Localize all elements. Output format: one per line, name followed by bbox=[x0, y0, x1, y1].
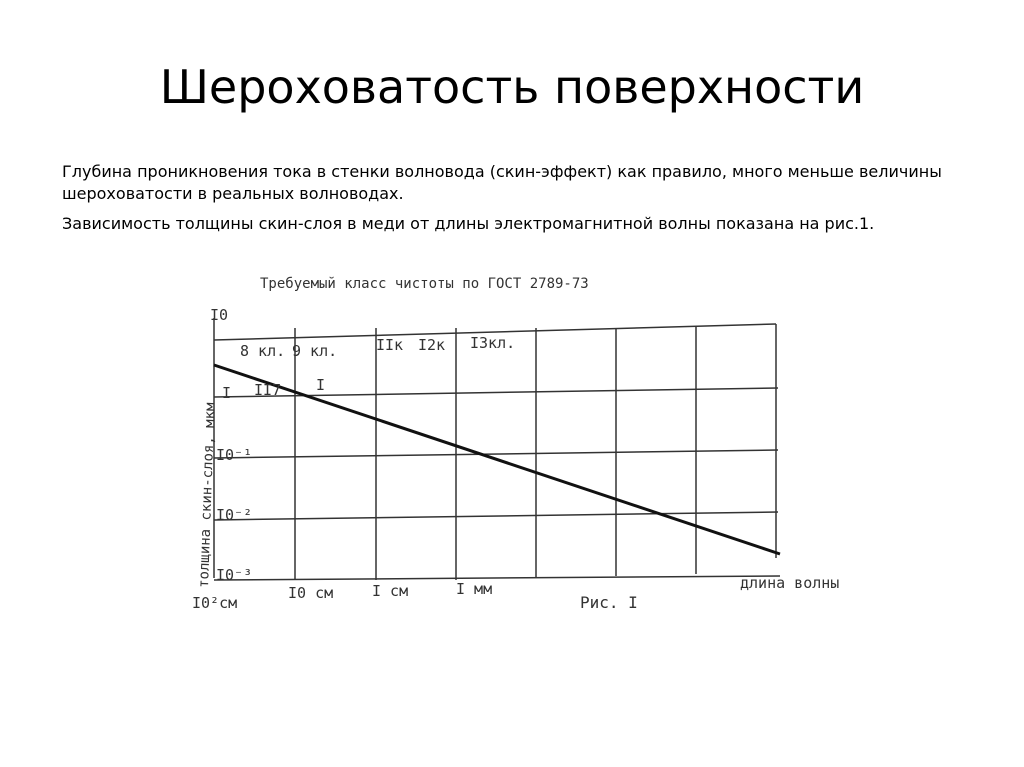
slide-title: Шероховатость поверхности bbox=[159, 60, 865, 114]
figure-caption: Рис. I bbox=[580, 593, 638, 612]
x-tick-label: I мм bbox=[456, 580, 493, 598]
paragraph-skin-effect: Глубина проникновения тока в стенки волновода (скин-эффект) как правило, много меньше величины шероховатости в реальных волноводах. bbox=[62, 162, 942, 203]
grid-hline bbox=[214, 450, 778, 458]
y-tick-label: I0 bbox=[210, 306, 229, 324]
other-label: I bbox=[316, 376, 326, 394]
class-label: 8 кл. bbox=[240, 342, 286, 360]
y-tick-label: I0⁻³ bbox=[216, 566, 253, 584]
x-tick-label: I0 см bbox=[288, 584, 334, 602]
y-tick-label: I0⁻² bbox=[216, 506, 253, 524]
x-axis-line bbox=[214, 576, 780, 580]
figure-header: Требуемый класс чистоты по ГОСТ 2789-73 bbox=[260, 276, 589, 292]
paragraph-dependence: Зависимость толщины скин-слоя в меди от длины электромагнитной волны показана на рис.1. bbox=[62, 214, 875, 233]
skin-depth-figure bbox=[180, 258, 880, 628]
x-tick-label: I см bbox=[372, 582, 409, 600]
figure-graphic bbox=[180, 258, 880, 628]
skin-depth-line bbox=[214, 365, 780, 554]
class-label: 9 кл. bbox=[292, 342, 338, 360]
grid-hline bbox=[214, 512, 778, 520]
class-label: I3кл. bbox=[470, 334, 516, 352]
slide-body bbox=[62, 161, 942, 243]
class-label: IIк bbox=[376, 336, 404, 354]
other-label: II7 bbox=[254, 381, 282, 399]
y-tick-label: I bbox=[222, 384, 232, 402]
class-label: I2к bbox=[418, 336, 446, 354]
y-axis-label: толщина скин-слоя, мкм bbox=[196, 402, 219, 589]
y-tick-label: I0⁻¹ bbox=[216, 446, 253, 464]
x-axis-label: длина волны bbox=[740, 574, 840, 592]
x-tick-label: I0²см bbox=[192, 594, 238, 612]
